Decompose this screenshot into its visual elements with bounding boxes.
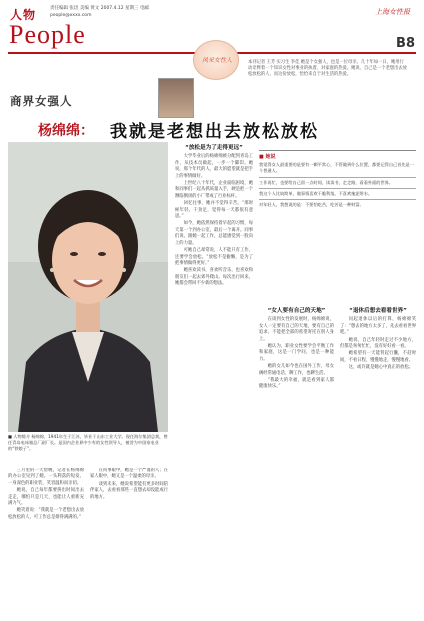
paragraph: 可她自己却常说，人不能只有工作，还要学会放松。“放松不是偷懒，是为了把事情做得更好。” [175, 248, 253, 266]
subhead: “退休后想去看看世界” [349, 308, 407, 314]
paragraph: 她说，自己年轻时走过不少地方，但都是匆匆忙忙，没有好好看一看。 [340, 337, 416, 350]
article-column-1 [8, 468, 84, 616]
paragraph: 大学毕业后的杨绵绵被分配到青岛工作，从技术员做起，一步一个脚印。她说，那个年代的人，最大的愿望就是把手上的事情做好。 [175, 154, 253, 179]
article-column-5 [340, 305, 416, 616]
paper-name: 上海女性报 [375, 8, 410, 16]
quote-divider [259, 199, 416, 200]
paragraph: 她的女儿如今也在国外工作，母女俩经常通电话，聊工作，也聊生活。 [259, 364, 334, 376]
section-title-cn: 人物 [10, 8, 37, 22]
paragraph: 谈到未来，她说希望能有更多时间陪伴家人，去看看那些一直想去却没能成行的地方。 [90, 481, 168, 500]
section-meta: 责任编辑 张迅 美编 黄文 2007.4.12 星期三 电邮 people@xxxx.com [50, 6, 149, 18]
portrait-photo [8, 142, 168, 432]
photo-caption: ■ 人物简介 杨绵绵，1941年生于江苏，毕业于山东工业大学。现任海尔集团总裁，曾任青岛电冰箱总厂副厂长。是国内企业界中少有的女性领导人，被誉为中国家电业的“铁娘子”。 [8, 434, 168, 451]
page-number: B8 [396, 36, 415, 51]
paragraph: 这，或许就是她心中真正的放松。 [348, 365, 414, 371]
inset-photo [158, 78, 194, 118]
quote-item: 我这个人比较简单，做事情喜欢干脆利落，不喜欢拖泥带水。 [259, 190, 373, 196]
paragraph: 她希望有一天能背起行囊，不赶时间，不看日程，慢慢地走，慢慢地看。 [340, 351, 416, 363]
feature-intro: 本刊记者 王芳 实习生 李佳 她是个女强人，也是一位母亲。几十年如一日，她用行动诠释着一个知识女性对事业的执着，对家庭的热爱。她说，自己是一个老想出去放松放松的人，而这份放松，恰恰来自于对生活的热爱。 [248, 60, 407, 78]
paragraph: 在同事眼中，她是一个严谨的人；在家人眼中，她又是一个温柔的母亲。 [90, 468, 168, 480]
subhead: “女人要有自己的天地” [267, 308, 326, 314]
feature-logo-text: 风采女性人 [201, 57, 232, 64]
quote-divider [259, 188, 416, 189]
article-column-3 [175, 142, 253, 616]
paragraph: “我最大的幸福，就是看到家人都健康快乐。” [259, 378, 334, 390]
paragraph: 回忆往事，她并不觉得辛苦。“那时候年轻，干劲足，觉得每一天都很有意思。” [175, 201, 253, 220]
quote-item: 对年轻人，我想说的是：不要怕吃苦，吃苦是一种财富。 [259, 202, 364, 208]
paragraph: 三月里的一天傍晚，记者在杨绵绵的办公室见到了她。一头利落的短发，一身深色的职业装，笑容温和而亲切。 [8, 468, 84, 486]
subject-name: 杨绵绵： [38, 123, 94, 139]
kicker: 商界女强人 [10, 94, 73, 108]
quotes-heading: ■ 她说 [259, 154, 276, 160]
quote-item: 我觉得女人最重要的是要有一颗平常心，不管做到什么位置，都要记得自己首先是一个普通人。 [259, 162, 414, 174]
quote-item: 工作再忙，也要给自己留一点时间，读读书，走走路，看看外面的世界。 [259, 179, 394, 185]
quote-divider [259, 177, 416, 178]
section-title-en: People [9, 20, 86, 49]
quotes-box [259, 150, 416, 300]
paragraph: 她认为，职业女性要学会平衡工作和家庭，这是一门学问，也是一种能力。 [259, 344, 334, 362]
paragraph: 问起退休以后的打算，杨绵绵笑了：“想去的地方太多了，先去看看世界吧。” [340, 317, 416, 336]
paragraph: 在谈到女性的发展时，杨绵绵说，女人一定要有自己的天地，要有自己的追求，不能把全部的希望寄托在别人身上。 [259, 317, 334, 342]
paragraph: 如今，她依然保持着早起的习惯，每天第一个到办公室，最后一个离开。同事们说，跟她一起工作，总能感觉到一股向上的力量。 [175, 221, 253, 246]
headline: 我就是老想出去放松放松 [110, 122, 319, 142]
paragraph: 她喜欢读书，喜欢听音乐，也喜欢和朋友们一起去郊外爬山。每次出行回来，她都会带回不少新的想法。 [175, 268, 253, 287]
subhead: “放松是为了走得更远” [185, 145, 243, 151]
article-column-4 [259, 305, 334, 616]
article-column-2 [90, 468, 168, 616]
paragraph: 她说，自己每年都要挤出时间出去走走，哪怕只是几天，也能让人重新充满力气。 [8, 488, 84, 507]
paragraph: 她笑着说：“我就是一个老想出去放松放松的人，可工作总是排得满满的。” [8, 508, 84, 520]
paragraph: 上世纪八十年代，企业面临困境，她和同事们一起从抓质量入手，硬是把一个濒临倒闭的小厂带成了行业标杆。 [175, 181, 253, 199]
